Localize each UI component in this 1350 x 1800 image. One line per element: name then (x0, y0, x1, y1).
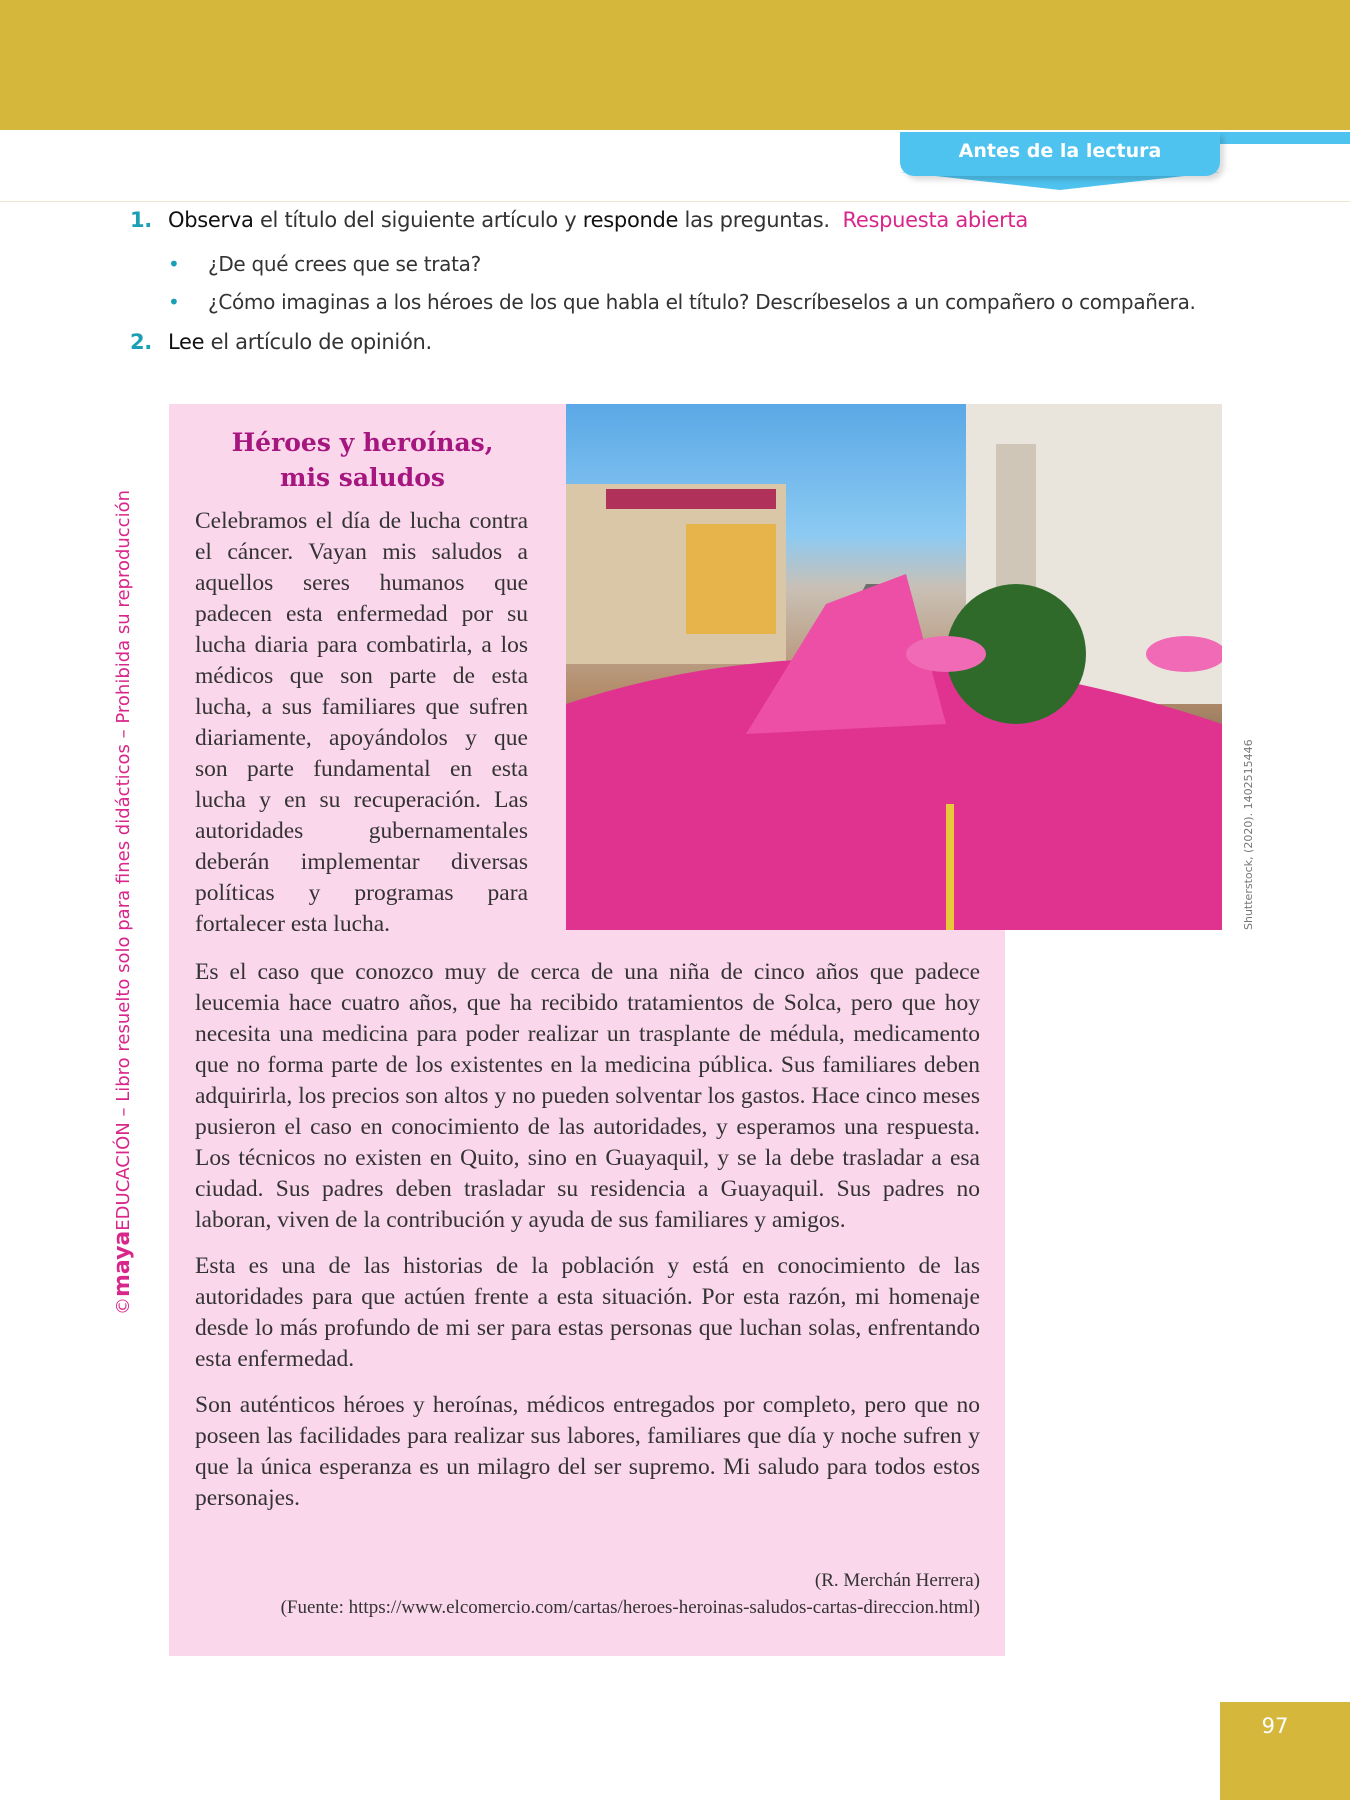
verb: Observa (168, 208, 254, 232)
bullet-text: ¿De qué crees que se trata? (208, 252, 481, 276)
article-paragraph: Celebramos el día de lucha contra el cáncer. Vayan mis saludos a aquellos seres humanos que padecen esta enfermedad por su lucha diaria para combatirla, a los médicos que son parte de esta lucha, a sus familiares que sufren diariamente, apoyándolos y que son parte fundamental en esta lucha y en su recuperación. Las autoridades gubernamentales deberán implementar diversas políticas y programas para fortalecer esta lucha. (195, 508, 528, 937)
answer-note: Respuesta abierta (842, 208, 1028, 232)
bullet-item (168, 252, 481, 276)
article-title (195, 425, 530, 495)
article-photo (566, 404, 1222, 930)
source-link: (Fuente: https://www.elcomercio.com/cartas/heroes-heroinas-saludos-cartas-direccion.html) (280, 1597, 980, 1618)
question-1 (130, 208, 1028, 232)
question-number: 2. (130, 330, 152, 354)
question-number: 1. (130, 208, 152, 232)
page-number: 97 (1220, 1702, 1350, 1800)
copyright-symbol: © (113, 1297, 134, 1315)
tab-strip (1200, 132, 1350, 144)
crowd-photo-illustration (566, 404, 1222, 930)
verb: responde (582, 208, 679, 232)
photo-credit: Shutterstock, (2020). 1402515446 (1242, 739, 1255, 930)
question-text: las preguntas. (678, 208, 830, 232)
copyright-text: EDUCACIÓN – Libro resuelto solo para fines didácticos – Prohibida su reproducción (113, 489, 134, 1231)
divider (0, 201, 1350, 202)
bullet-text: ¿Cómo imaginas a los héroes de los que habla el título? Descríbeselos a un compañero o compañera. (208, 290, 1196, 314)
title-line: mis saludos (280, 463, 445, 492)
maya-logo: maya (110, 1230, 135, 1297)
question-2 (130, 330, 432, 354)
verb: Lee (168, 330, 205, 354)
article-attribution (281, 1567, 980, 1621)
title-line: Héroes y heroínas, (231, 428, 494, 457)
header-band (0, 0, 1350, 130)
bullet-item (168, 290, 1196, 314)
article-paragraph: Es el caso que conozco muy de cerca de una niña de cinco años que padece leucemia hace cuatro años, que ha recibido tratamientos de Solca, pero que hoy necesita una medicina para poder realizar un trasplante de médula, medicamento que no forma parte de los existentes en la medicina pública. Sus familiares deben adquirirla, los precios son altos y no pueden solventar los gastos. Hace cinco meses pusieron el caso en conocimiento de las autoridades, y esperamos una respuesta. Los técnicos no existen en Quito, sino en Guayaquil, y se la debe trasladar a esa ciudad. Sus padres deben trasladar su residencia a Guayaquil. Sus padres no laboran, viven de la contribución y ayuda de sus familiares y amigos. (195, 959, 980, 1233)
side-copyright (110, 490, 135, 1315)
article-paragraph: Esta es una de las historias de la población y está en conocimiento de las autoridades para que actúen frente a esta situación. Por esta razón, mi homenaje desde lo más profundo de mi ser para estas personas que luchan solas, enfrentando esta enfermedad. (195, 1253, 980, 1372)
article-body (195, 957, 980, 1529)
question-text: el artículo de opinión. (204, 330, 432, 354)
bullet-icon: • (168, 290, 180, 314)
article-paragraph: Son auténticos héroes y heroínas, médicos entregados por completo, pero que no poseen las facilidades para realizar sus labores, familiares que día y noche sufren y que la única esperanza es un milagro del ser supremo. Mi saludo para todos estos personajes. (195, 1392, 980, 1511)
question-text: el título del siguiente artículo y (253, 208, 583, 232)
bullet-icon: • (168, 252, 180, 276)
section-tab: Antes de la lectura (900, 132, 1220, 176)
author: (R. Merchán Herrera) (814, 1570, 980, 1591)
